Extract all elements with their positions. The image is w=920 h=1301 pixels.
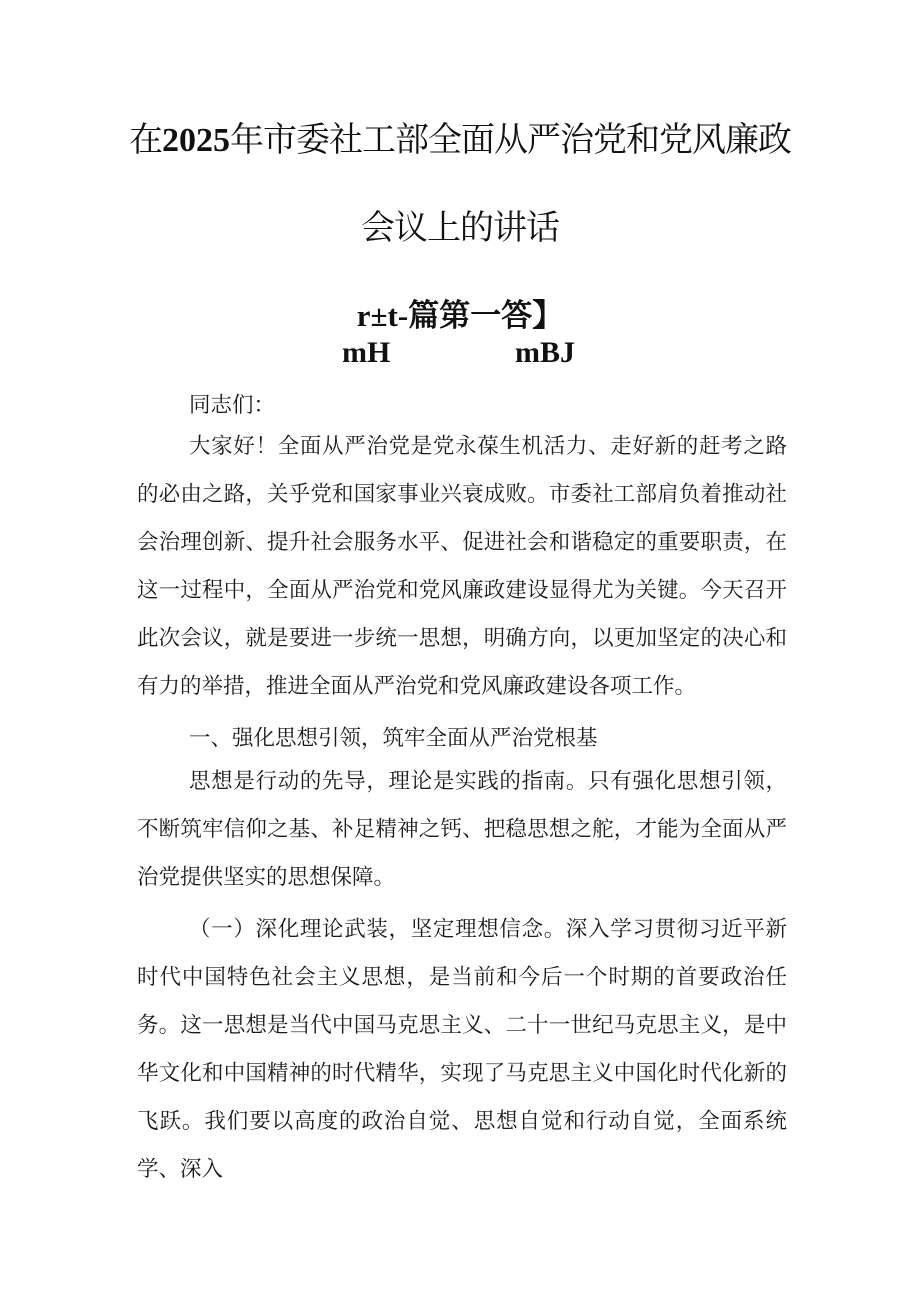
paragraph-section-1-intro: 思想是行动的先导，理论是实践的指南。只有强化思想引领，不断筑牢信仰之基、补足精神之钙、把稳思想之舵，才能为全面从严治党提供坚实的思想保障。 <box>137 769 787 890</box>
title-suffix: 年市委社工部全面从严治党和党风廉政 <box>230 120 791 160</box>
section-heading-1: 一、强化思想引领，筑牢全面从严治党根基 <box>189 726 598 751</box>
salutation: 同志们： <box>189 393 276 418</box>
title-year: 2025 <box>162 122 230 159</box>
subtitle-garbled-left: mH <box>342 336 391 369</box>
title-prefix: 在 <box>129 120 162 160</box>
document-title-line-1 <box>0 112 920 161</box>
document-title-line-2: 会议上的讲话 <box>361 208 559 248</box>
subtitle-garbled-line-1: r±t-篇第一答】 <box>356 298 564 333</box>
paragraph-subsection-1: （一）深化理论武装，坚定理想信念。深入学习贯彻习近平新时代中国特色社会主义思想，是当前和今后一个时期的首要政治任务。这一思想是当代中国马克思主义、二十一世纪马克思主义，是中华文化和中国精神的时代精华，实现了马克思主义中国化时代化新的飞跃。我们要以高度的政治自觉、思想自觉和行动自觉，全面系统学、深入 <box>137 917 787 1182</box>
paragraph-opening: 大家好！全面从严治党是党永葆生机活力、走好新的赶考之路的必由之路，关乎党和国家事业兴衰成败。市委社工部肩负着推动社会治理创新、提升社会服务水平、促进社会和谐稳定的重要职责，在这一过程中，全面从严治党和党风廉政建设显得尤为关键。今天召开此次会议，就是要进一步统一思想，明确方向，以更加坚定的决心和有力的举措，推进全面从严治党和党风廉政建设各项工作。 <box>137 434 787 699</box>
subtitle-garbled-right: mBJ <box>515 336 575 369</box>
